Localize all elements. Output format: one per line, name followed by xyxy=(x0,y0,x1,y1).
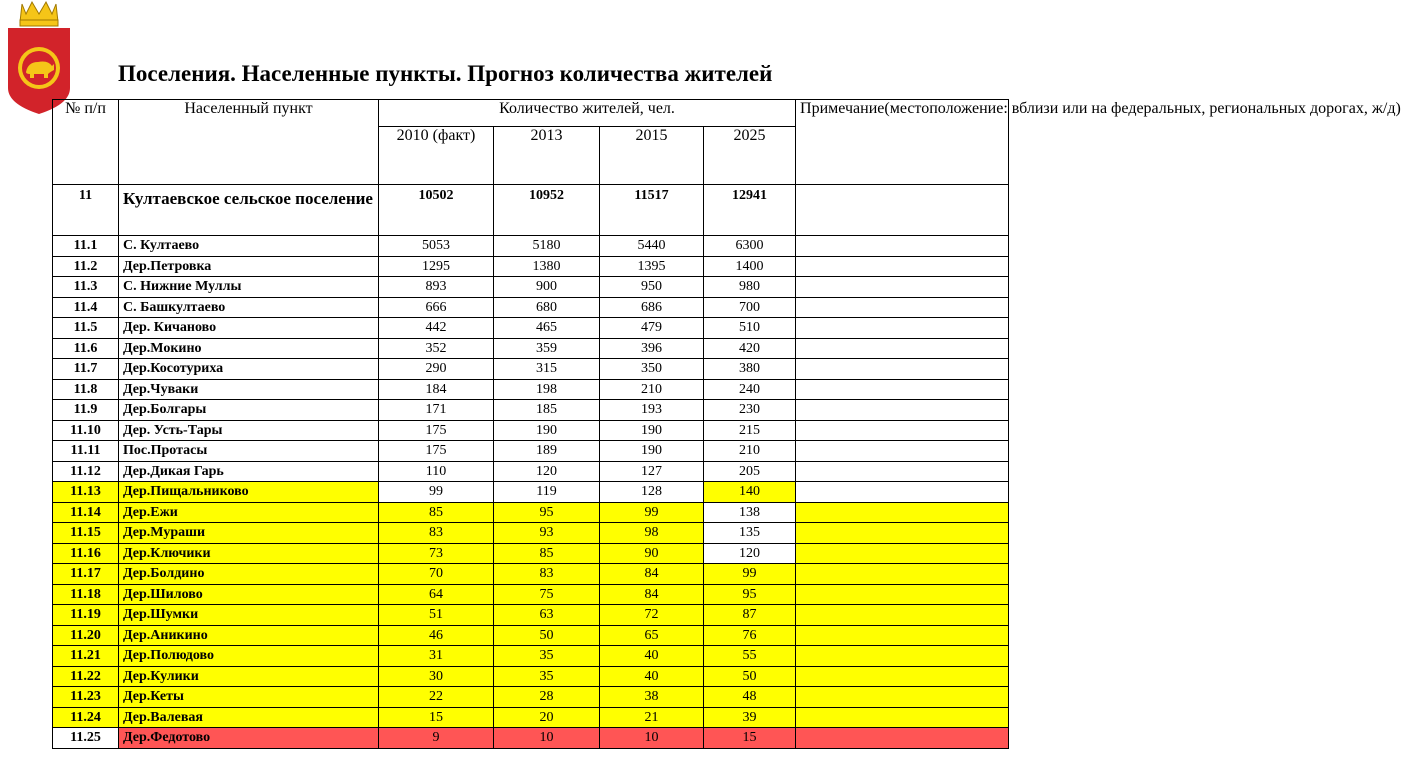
row-num: 11.7 xyxy=(53,359,119,380)
row-num: 11.12 xyxy=(53,461,119,482)
row-note xyxy=(796,543,1009,564)
row-name: Дер.Кулики xyxy=(119,666,379,687)
row-value-2025: 240 xyxy=(704,379,796,400)
row-value-2015: 950 xyxy=(600,277,704,298)
row-num: 11.10 xyxy=(53,420,119,441)
row-value-2013: 93 xyxy=(494,523,600,544)
row-value-2015: 479 xyxy=(600,318,704,339)
row-value-2015: 65 xyxy=(600,625,704,646)
row-value-2010: 70 xyxy=(379,564,494,585)
table-row xyxy=(53,359,1009,380)
row-value-2013: 359 xyxy=(494,338,600,359)
table-row xyxy=(53,400,1009,421)
row-num: 11.2 xyxy=(53,256,119,277)
row-name: Дер.Аникино xyxy=(119,625,379,646)
row-note xyxy=(796,400,1009,421)
row-value-2025: 120 xyxy=(704,543,796,564)
row-note xyxy=(796,625,1009,646)
total-row xyxy=(53,185,1009,236)
row-name: Дер.Валевая xyxy=(119,707,379,728)
row-name: С. Култаево xyxy=(119,236,379,257)
row-num: 11.8 xyxy=(53,379,119,400)
header-year-2025: 2025 xyxy=(704,127,796,185)
row-note xyxy=(796,605,1009,626)
row-name: Дер.Ежи xyxy=(119,502,379,523)
table-row xyxy=(53,318,1009,339)
total-value-2015: 11517 xyxy=(600,185,704,236)
header-population: Количество жителей, чел. xyxy=(379,100,796,127)
table-row xyxy=(53,728,1009,749)
row-name: Дер. Кичаново xyxy=(119,318,379,339)
row-value-2010: 110 xyxy=(379,461,494,482)
population-table xyxy=(52,99,1401,749)
row-note xyxy=(796,482,1009,503)
row-value-2025: 420 xyxy=(704,338,796,359)
row-value-2015: 98 xyxy=(600,523,704,544)
row-value-2010: 46 xyxy=(379,625,494,646)
row-value-2010: 99 xyxy=(379,482,494,503)
row-value-2015: 40 xyxy=(600,646,704,667)
row-value-2010: 22 xyxy=(379,687,494,708)
row-value-2025: 87 xyxy=(704,605,796,626)
row-value-2013: 120 xyxy=(494,461,600,482)
table-row xyxy=(53,625,1009,646)
row-note xyxy=(796,666,1009,687)
row-value-2010: 352 xyxy=(379,338,494,359)
row-value-2013: 900 xyxy=(494,277,600,298)
row-value-2013: 190 xyxy=(494,420,600,441)
row-value-2015: 210 xyxy=(600,379,704,400)
row-value-2015: 90 xyxy=(600,543,704,564)
row-num: 11.25 xyxy=(53,728,119,749)
row-value-2015: 128 xyxy=(600,482,704,503)
row-value-2010: 171 xyxy=(379,400,494,421)
row-value-2025: 215 xyxy=(704,420,796,441)
row-note xyxy=(796,728,1009,749)
row-name: Дер.Полюдово xyxy=(119,646,379,667)
row-value-2013: 119 xyxy=(494,482,600,503)
header-note xyxy=(796,100,1401,185)
row-name: Дер.Косотуриха xyxy=(119,359,379,380)
total-value-2013: 10952 xyxy=(494,185,600,236)
table-row xyxy=(53,338,1009,359)
header-name: Населенный пункт xyxy=(119,100,379,185)
row-value-2010: 51 xyxy=(379,605,494,626)
row-value-2010: 893 xyxy=(379,277,494,298)
row-value-2025: 140 xyxy=(704,482,796,503)
row-value-2010: 83 xyxy=(379,523,494,544)
row-name: С. Башкултаево xyxy=(119,297,379,318)
row-value-2025: 135 xyxy=(704,523,796,544)
row-value-2025: 50 xyxy=(704,666,796,687)
row-value-2025: 39 xyxy=(704,707,796,728)
row-value-2010: 73 xyxy=(379,543,494,564)
row-value-2015: 1395 xyxy=(600,256,704,277)
row-value-2010: 30 xyxy=(379,666,494,687)
row-value-2025: 95 xyxy=(704,584,796,605)
row-value-2013: 20 xyxy=(494,707,600,728)
row-value-2015: 190 xyxy=(600,441,704,462)
row-name: Дер.Чуваки xyxy=(119,379,379,400)
row-value-2010: 15 xyxy=(379,707,494,728)
row-num: 11.3 xyxy=(53,277,119,298)
row-value-2015: 21 xyxy=(600,707,704,728)
total-value-2025: 12941 xyxy=(704,185,796,236)
row-value-2025: 15 xyxy=(704,728,796,749)
table-row xyxy=(53,441,1009,462)
page-title: Поселения. Населенные пункты. Прогноз количества жителей xyxy=(118,61,773,86)
row-num: 11.19 xyxy=(53,605,119,626)
row-num: 11.20 xyxy=(53,625,119,646)
table-row xyxy=(53,605,1009,626)
table-row xyxy=(53,646,1009,667)
row-note xyxy=(796,707,1009,728)
row-name: Дер.Шилово xyxy=(119,584,379,605)
row-value-2013: 28 xyxy=(494,687,600,708)
row-value-2015: 396 xyxy=(600,338,704,359)
table-row xyxy=(53,256,1009,277)
row-num: 11.13 xyxy=(53,482,119,503)
row-value-2013: 315 xyxy=(494,359,600,380)
row-note xyxy=(796,523,1009,544)
row-num: 11.22 xyxy=(53,666,119,687)
table-row xyxy=(53,379,1009,400)
table-row xyxy=(53,707,1009,728)
row-value-2025: 138 xyxy=(704,502,796,523)
total-note xyxy=(796,185,1009,236)
row-note xyxy=(796,646,1009,667)
row-value-2013: 95 xyxy=(494,502,600,523)
table-row xyxy=(53,482,1009,503)
row-num: 11.23 xyxy=(53,687,119,708)
row-value-2013: 189 xyxy=(494,441,600,462)
row-value-2013: 1380 xyxy=(494,256,600,277)
row-value-2025: 99 xyxy=(704,564,796,585)
row-value-2013: 465 xyxy=(494,318,600,339)
row-note xyxy=(796,297,1009,318)
row-name: Дер.Кеты xyxy=(119,687,379,708)
total-name: Култаевское сельское поселение xyxy=(119,185,379,236)
row-value-2015: 127 xyxy=(600,461,704,482)
row-value-2013: 680 xyxy=(494,297,600,318)
row-value-2015: 10 xyxy=(600,728,704,749)
row-value-2015: 686 xyxy=(600,297,704,318)
row-value-2025: 230 xyxy=(704,400,796,421)
row-note xyxy=(796,461,1009,482)
header-num: № п/п xyxy=(53,100,119,185)
row-note xyxy=(796,584,1009,605)
row-value-2013: 198 xyxy=(494,379,600,400)
row-value-2025: 76 xyxy=(704,625,796,646)
row-note xyxy=(796,441,1009,462)
table-row xyxy=(53,687,1009,708)
row-name: Дер.Ключики xyxy=(119,543,379,564)
row-value-2015: 350 xyxy=(600,359,704,380)
table-row xyxy=(53,236,1009,257)
row-value-2010: 1295 xyxy=(379,256,494,277)
row-num: 11.21 xyxy=(53,646,119,667)
row-num: 11.14 xyxy=(53,502,119,523)
table-row xyxy=(53,666,1009,687)
header-note-detail: местоположение: вблизи или на федеральных, региональных дорогах, ж/д) xyxy=(889,100,1401,117)
row-value-2013: 85 xyxy=(494,543,600,564)
table-row xyxy=(53,461,1009,482)
row-num: 11.11 xyxy=(53,441,119,462)
row-note xyxy=(796,502,1009,523)
row-name: Дер.Мураши xyxy=(119,523,379,544)
row-value-2025: 510 xyxy=(704,318,796,339)
row-num: 11.4 xyxy=(53,297,119,318)
total-num: 11 xyxy=(53,185,119,236)
row-note xyxy=(796,687,1009,708)
row-value-2025: 980 xyxy=(704,277,796,298)
row-value-2013: 50 xyxy=(494,625,600,646)
row-value-2013: 75 xyxy=(494,584,600,605)
row-value-2015: 5440 xyxy=(600,236,704,257)
row-value-2010: 290 xyxy=(379,359,494,380)
row-value-2010: 31 xyxy=(379,646,494,667)
row-value-2010: 9 xyxy=(379,728,494,749)
table-row xyxy=(53,502,1009,523)
row-value-2010: 666 xyxy=(379,297,494,318)
row-value-2015: 40 xyxy=(600,666,704,687)
row-name: Дер.Шумки xyxy=(119,605,379,626)
row-num: 11.24 xyxy=(53,707,119,728)
header-year-2015: 2015 xyxy=(600,127,704,185)
row-name: Дер.Пищальниково xyxy=(119,482,379,503)
row-value-2010: 64 xyxy=(379,584,494,605)
row-value-2010: 175 xyxy=(379,420,494,441)
header-year-2013: 2013 xyxy=(494,127,600,185)
table-row xyxy=(53,543,1009,564)
row-note xyxy=(796,256,1009,277)
table-row xyxy=(53,420,1009,441)
row-note xyxy=(796,420,1009,441)
row-num: 11.1 xyxy=(53,236,119,257)
row-value-2025: 210 xyxy=(704,441,796,462)
table-row xyxy=(53,277,1009,298)
total-value-2010: 10502 xyxy=(379,185,494,236)
row-value-2010: 184 xyxy=(379,379,494,400)
row-value-2013: 35 xyxy=(494,646,600,667)
row-name: С. Нижние Муллы xyxy=(119,277,379,298)
row-name: Дер.Болдино xyxy=(119,564,379,585)
row-value-2025: 205 xyxy=(704,461,796,482)
row-value-2015: 190 xyxy=(600,420,704,441)
row-name: Дер.Мокино xyxy=(119,338,379,359)
row-value-2015: 38 xyxy=(600,687,704,708)
row-name: Дер.Дикая Гарь xyxy=(119,461,379,482)
table-row xyxy=(53,523,1009,544)
row-value-2015: 84 xyxy=(600,584,704,605)
row-value-2025: 55 xyxy=(704,646,796,667)
row-value-2025: 48 xyxy=(704,687,796,708)
row-note xyxy=(796,359,1009,380)
row-value-2015: 84 xyxy=(600,564,704,585)
row-value-2010: 85 xyxy=(379,502,494,523)
row-value-2013: 185 xyxy=(494,400,600,421)
row-value-2013: 35 xyxy=(494,666,600,687)
row-value-2013: 5180 xyxy=(494,236,600,257)
row-value-2013: 83 xyxy=(494,564,600,585)
row-note xyxy=(796,318,1009,339)
row-name: Дер.Петровка xyxy=(119,256,379,277)
row-num: 11.16 xyxy=(53,543,119,564)
row-value-2015: 72 xyxy=(600,605,704,626)
header-year-2010: 2010 (факт) xyxy=(379,127,494,185)
table-row xyxy=(53,584,1009,605)
row-num: 11.6 xyxy=(53,338,119,359)
row-value-2013: 63 xyxy=(494,605,600,626)
row-value-2025: 1400 xyxy=(704,256,796,277)
row-note xyxy=(796,236,1009,257)
row-num: 11.9 xyxy=(53,400,119,421)
row-num: 11.15 xyxy=(53,523,119,544)
row-name: Дер. Усть-Тары xyxy=(119,420,379,441)
row-name: Дер.Болгары xyxy=(119,400,379,421)
row-value-2025: 380 xyxy=(704,359,796,380)
row-note xyxy=(796,277,1009,298)
row-value-2013: 10 xyxy=(494,728,600,749)
row-num: 11.18 xyxy=(53,584,119,605)
row-value-2010: 175 xyxy=(379,441,494,462)
row-value-2025: 6300 xyxy=(704,236,796,257)
row-value-2010: 442 xyxy=(379,318,494,339)
row-value-2010: 5053 xyxy=(379,236,494,257)
row-note xyxy=(796,564,1009,585)
table-row xyxy=(53,564,1009,585)
header-note-main: Примечание( xyxy=(800,100,890,117)
row-name: Пос.Протасы xyxy=(119,441,379,462)
row-value-2015: 193 xyxy=(600,400,704,421)
row-note xyxy=(796,338,1009,359)
table-row xyxy=(53,297,1009,318)
row-num: 11.5 xyxy=(53,318,119,339)
row-value-2015: 99 xyxy=(600,502,704,523)
row-num: 11.17 xyxy=(53,564,119,585)
row-name: Дер.Федотово xyxy=(119,728,379,749)
row-note xyxy=(796,379,1009,400)
row-value-2025: 700 xyxy=(704,297,796,318)
